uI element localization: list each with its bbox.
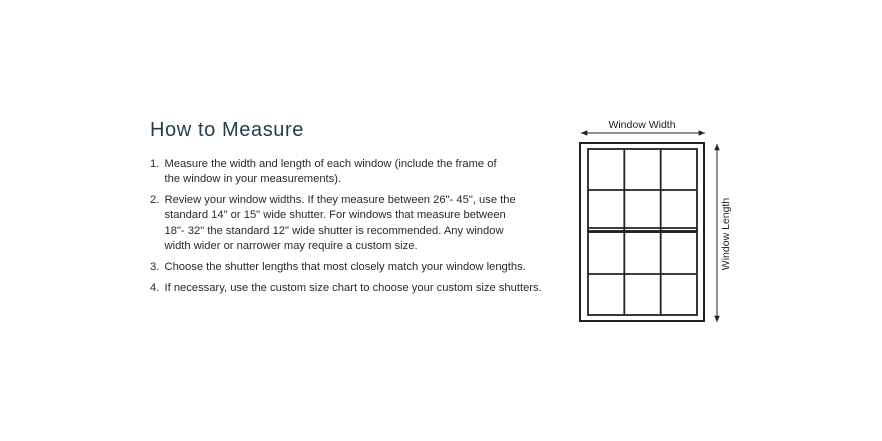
step-text: 18"- 32" the standard 12" wide shutter is recommended. Any window: [164, 224, 504, 237]
window-width-label: Window Width: [608, 119, 676, 131]
step-text: width wider or narrower may require a custom size.: [164, 239, 418, 252]
step-number: 1.: [150, 158, 160, 170]
list-item: [150, 281, 570, 296]
list-item: [150, 193, 570, 254]
window-icon: [580, 143, 704, 321]
step-text: Measure the width and length of each window (include the frame of: [164, 158, 497, 170]
step-text: Review your window widths. If they measure between 26"- 45", use the: [164, 194, 516, 207]
page-title: How to Measure: [150, 119, 305, 141]
step-text: the window in your measurements).: [164, 173, 342, 186]
step-text: Choose the shutter lengths that most closely match your window lengths.: [164, 260, 526, 273]
step-text: If necessary, use the custom size chart to choose your custom size shutters.: [164, 281, 542, 294]
window-diagram: [560, 110, 760, 340]
step-number: 2.: [150, 194, 160, 207]
list-item: [150, 157, 570, 188]
instruction-list: [150, 157, 570, 301]
step-number: 4.: [150, 281, 160, 294]
step-number: 3.: [150, 260, 160, 273]
window-length-label: Window Length: [720, 197, 732, 271]
list-item: [150, 260, 570, 275]
step-text: standard 14" or 15" wide shutter. For windows that measure between: [164, 209, 506, 222]
